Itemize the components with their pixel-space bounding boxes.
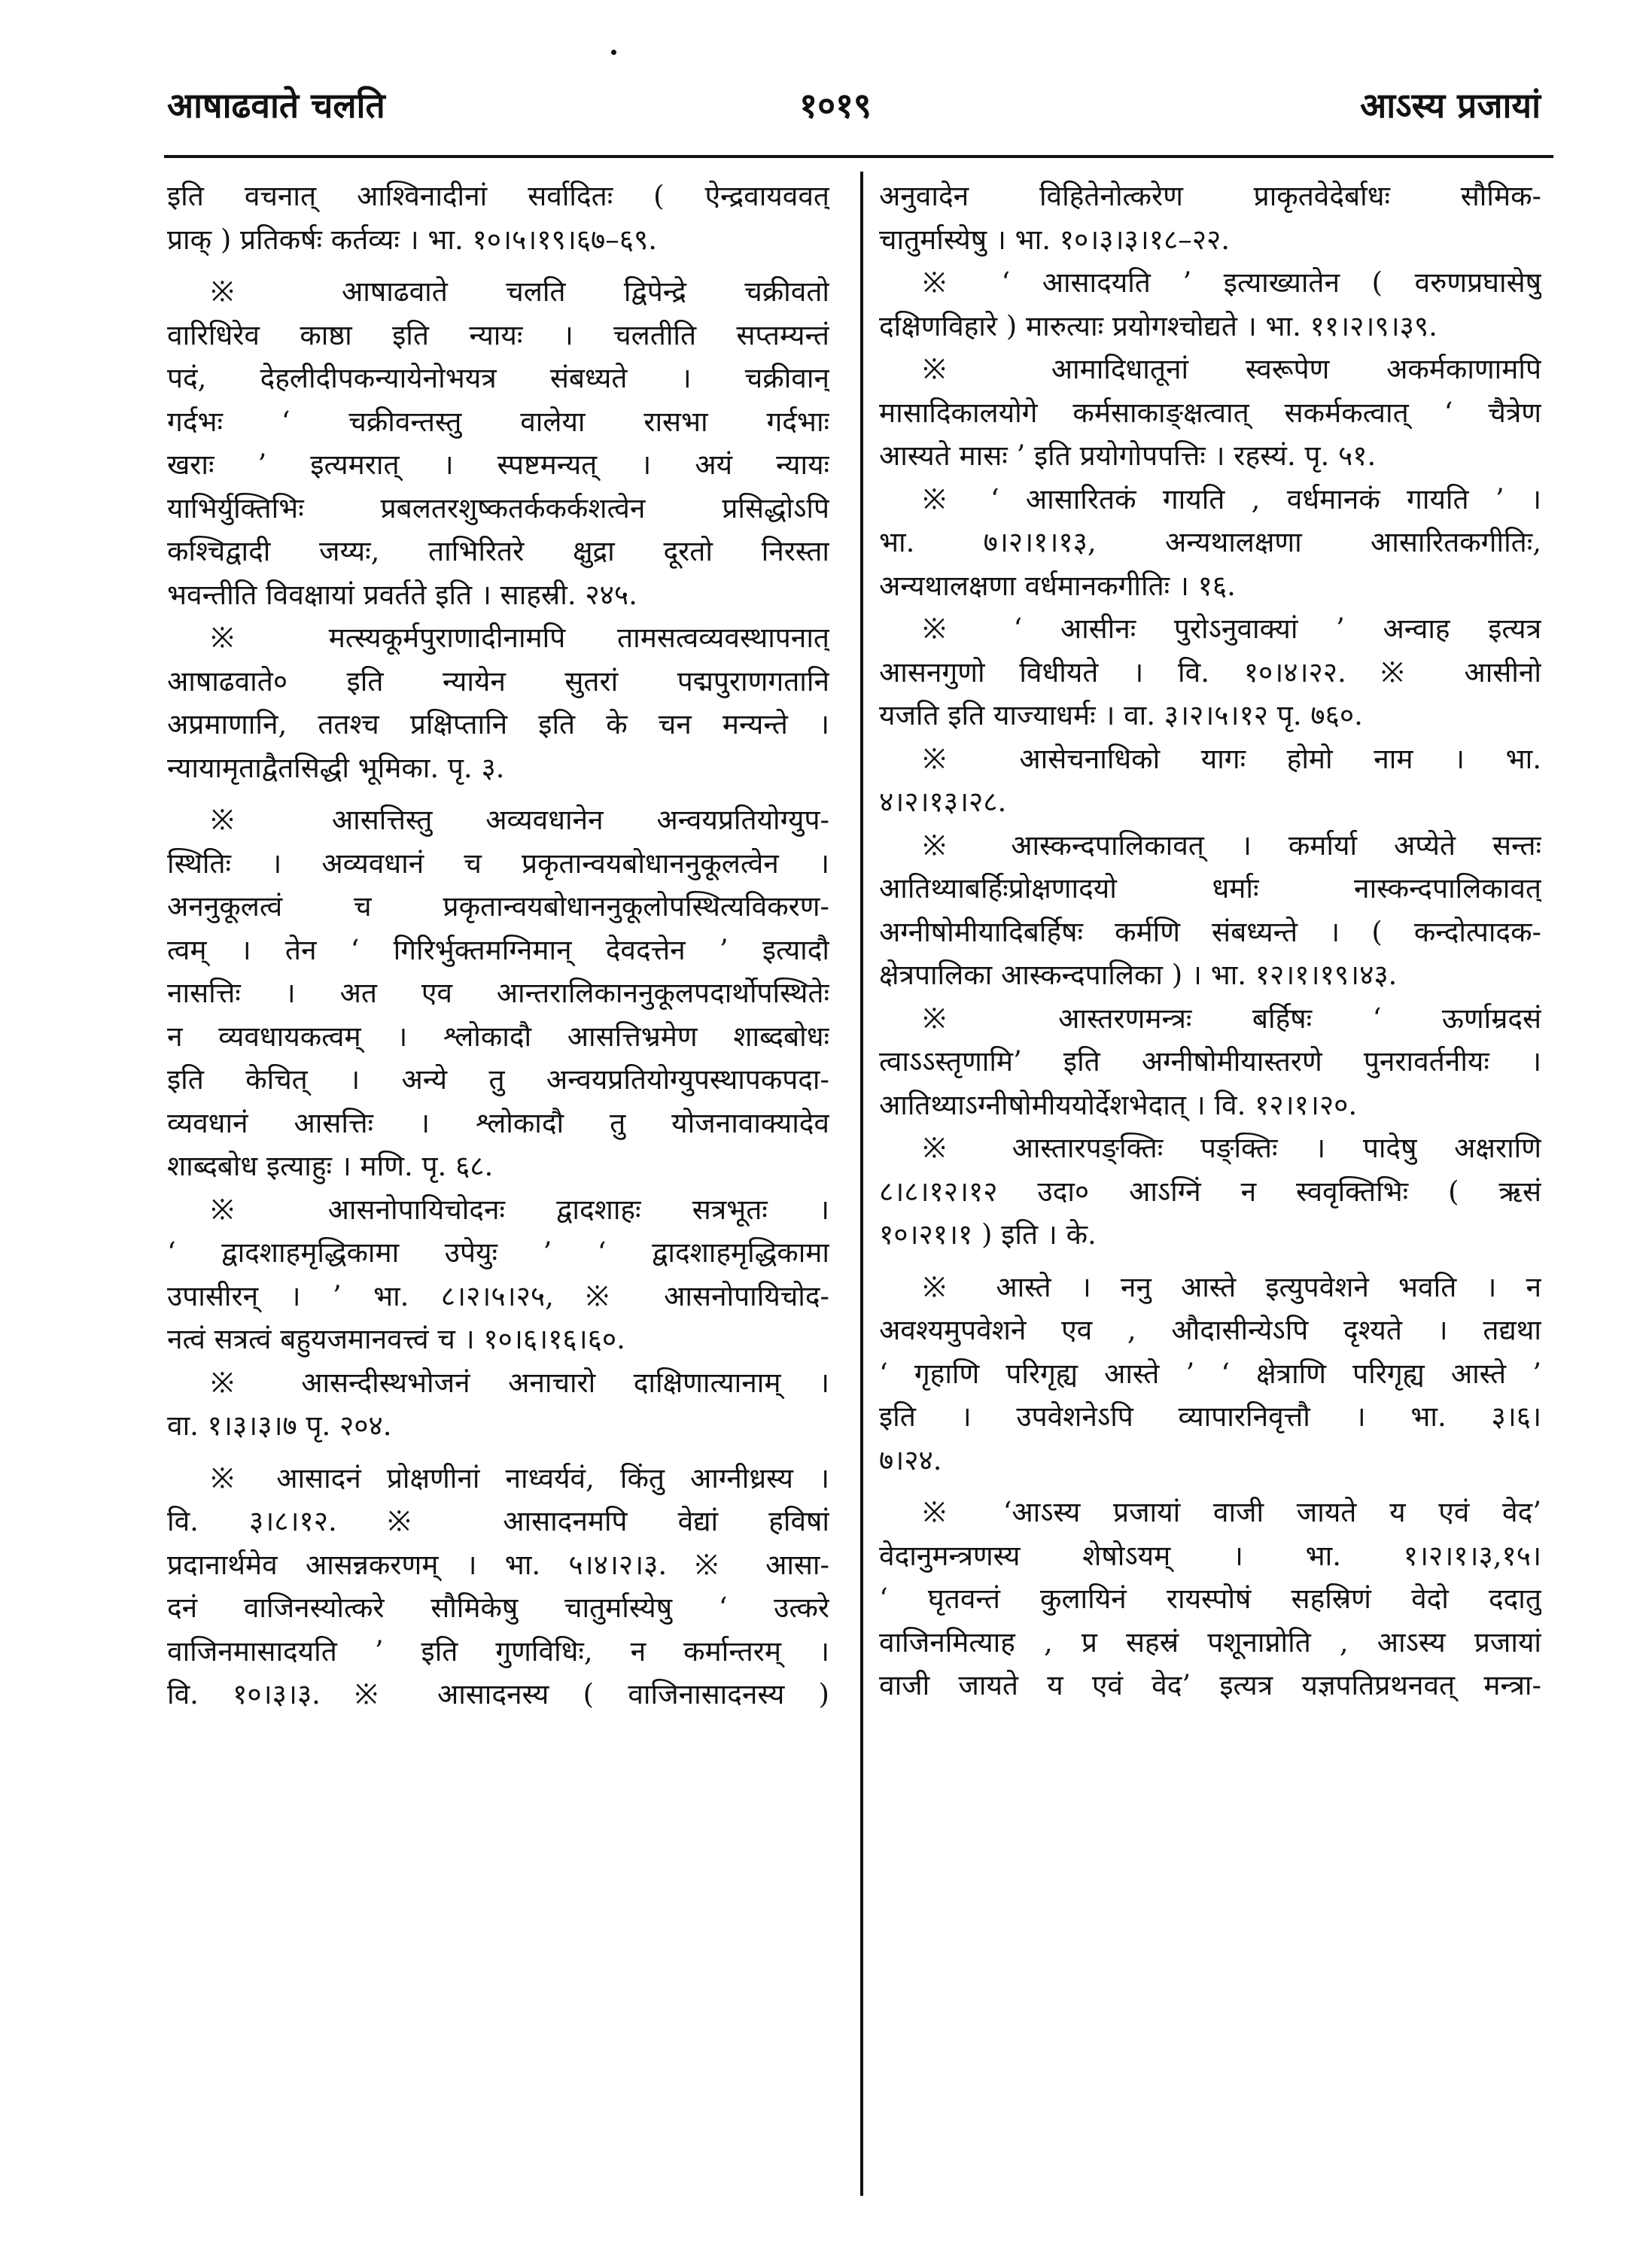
running-head-left: आषाढवाते चलति [167, 85, 385, 126]
right-column [879, 175, 1541, 1707]
text-line: ※ ‘आऽस्य प्रजायां वाजी जायते य एवं वेद’ [923, 1496, 1541, 1528]
text-line: ८।८।१२।१२ उदा० आऽग्निं न स्ववृक्तिभिः ( ऋसं [879, 1175, 1541, 1208]
text-line: प्रदानार्थमेव आसन्नकरणम् । भा. ५।४।२।३. ※ आसा- [167, 1548, 829, 1581]
text-line: भवन्तीति विवक्षायां प्रवर्तते इति । साहस्री. २४५. [167, 578, 637, 611]
column-divider [860, 172, 863, 2196]
text-line: भा. ७।२।१।१३, अन्यथालक्षणा आसारितकगीतिः, [879, 526, 1541, 558]
text-line: प्राक् ) प्रतिकर्षः कर्तव्यः । भा. १०।५।१९।६७–६९. [167, 223, 658, 256]
text-line: न व्यवधायकत्वम् । श्लोकादौ आसत्तिभ्रमेण शाब्दबोधः [167, 1020, 829, 1053]
text-line: ‘ गृहाणि परिगृह्य आस्ते ’ ‘ क्षेत्राणि परिगृह्य आस्ते ’ [879, 1357, 1541, 1390]
text-line: आस्यते मासः ’ इति प्रयोगोपपत्तिः । रहस्यं. पृ. ५१. [879, 439, 1377, 472]
text-line: ‘ द्वादशाहमृद्धिकामा उपेयुः ’ ‘ द्वादशाहमृद्धिकामा [167, 1236, 829, 1269]
text-line: इति वचनात् आश्विनादीनां सर्वादितः ( ऐन्द्रवायववत् [167, 180, 829, 212]
header-rule [164, 155, 1553, 158]
text-line: ※ ‘ आसारितकं गायति , वर्धमानकं गायति ’ । [923, 482, 1541, 515]
text-line: अग्नीषोमीयादिबर्हिषः कर्मणि संबध्यन्ते । ( कन्दोत्पादक- [879, 915, 1541, 948]
text-line: वा. १।३।३।७ पृ. २०४. [167, 1409, 392, 1442]
text-line: पदं, देहलीदीपकन्यायेनोभयत्र संबध्यते । चक्रीवान् [167, 362, 829, 394]
text-line: ※ आसादनं प्रोक्षणीनां नाध्वर्यवं, किंतु आग्नीध्रस्य । [211, 1461, 829, 1494]
text-line: कश्चिद्वादी जय्यः, ताभिरितरे क्षुद्रा दूरतो निरस्ता [167, 535, 829, 567]
text-line: इति केचित् । अन्ये तु अन्वयप्रतियोग्युपस्थापकपदा- [167, 1063, 829, 1096]
text-line: इति । उपवेशनेऽपि व्यापारनिवृत्तौ । भा. ३।६। [879, 1400, 1541, 1433]
text-line: न्यायामृताद्वैतसिद्धी भूमिका. पृ. ३. [167, 751, 505, 784]
text-line: अवश्यमुपवेशने एव , औदासीन्येऽपि दृश्यते । तद्यथा [879, 1314, 1541, 1346]
text-line: अननुकूलत्वं च प्रकृतान्वयबोधाननुकूलोपस्थित्यविकरण- [167, 890, 829, 923]
text-line: ※ आसनोपायिचोदनः द्वादशाहः सत्रभूतः । [211, 1193, 829, 1226]
left-column [167, 175, 829, 1716]
text-line: दक्षिणविहारे ) मारुत्याः प्रयोगश्चोद्यते । भा. ११।२।९।३९. [879, 309, 1438, 342]
text-line: ※ आमादिधातूनां स्वरूपेण अकर्मकाणामपि [923, 353, 1541, 385]
text-line: अन्यथालक्षणा वर्धमानकगीतिः । १६. [879, 569, 1236, 602]
text-line: वेदानुमन्त्रणस्य शेषोऽयम् । भा. १।२।१।३,१५। [879, 1539, 1541, 1572]
text-line: वारिधिरेव काष्ठा इति न्यायः । चलतीति सप्तम्यन्तं [167, 318, 829, 351]
text-line: अनुवादेन विहितेनोत्करेण प्राकृतवेदेर्बाधः सौमिक- [879, 180, 1541, 212]
text-line: यजति इति याज्याधर्मः । वा. ३।२।५।१२ पृ. ७६०. [879, 699, 1363, 731]
text-line: ※ आस्ते । ननु आस्ते इत्युपवेशने भवति । न [923, 1270, 1541, 1303]
text-line: ※ ‘ आसीनः पुरोऽनुवाक्यां ’ अन्वाह इत्यत्र [923, 613, 1541, 645]
text-line: क्षेत्रपालिका आस्कन्दपालिका ) । भा. १२।१।१९।४३. [879, 959, 1398, 991]
text-line: वाजिनमासादयति ’ इति गुणविधिः, न कर्मान्तरम् । [167, 1634, 829, 1668]
text-line: व्यवधानं आसत्तिः । श्लोकादौ तु योजनावाक्यादेव [167, 1106, 829, 1139]
text-line: ※ आस्तरणमन्त्रः बर्हिषः ‘ ऊर्णाम्रदसं [923, 1002, 1541, 1035]
text-line: नत्वं सत्रत्वं बहुयजमानवत्त्वं च । १०।६।१६।६०. [167, 1323, 625, 1355]
text-line: आतिथ्याबर्हिःप्रोक्षणादयो धर्माः नास्कन्दपालिकावत् [879, 872, 1541, 905]
text-line: आतिथ्याऽग्नीषोमीययोर्देशभेदात् । वि. १२।१।२०. [879, 1088, 1358, 1121]
text-line: ४।२।१३।२८. [879, 786, 1007, 818]
text-line: आसनगुणो विधीयते । वि. १०।४।२२. ※ आसीनो [879, 655, 1541, 689]
text-line: नासत्तिः । अत एव आन्तरालिकाननुकूलपदार्थोपस्थितेः [167, 977, 829, 1009]
text-line: त्वाऽऽस्तृणामि’ इति अग्नीषोमीयास्तरणे पुनरावर्तनीयः । [879, 1045, 1541, 1078]
text-line: गर्दभः ‘ चक्रीवन्तस्तु वालेया रासभा गर्दभाः [167, 405, 829, 438]
text-line: ※ आसन्दीस्थभोजनं अनाचारो दाक्षिणात्यानाम् । [211, 1366, 829, 1399]
text-line: उपासीरन् । ’ भा. ८।२।५।२५, ※ आसनोपायिचोद- [167, 1279, 829, 1312]
text-line: स्थितिः । अव्यवधानं च प्रकृतान्वयबोधाननुकूलत्वेन । [167, 847, 829, 880]
text-line: १०।२१।१ ) इति । के. [879, 1218, 1097, 1251]
text-line: दनं वाजिनस्योत्करे सौमिकेषु चातुर्मास्येषु ‘ उत्करे [167, 1592, 829, 1624]
text-line: शाब्दबोध इत्याहुः । मणि. पृ. ६८. [167, 1150, 494, 1182]
text-line: ※ आसत्तिस्तु अव्यवधानेन अन्वयप्रतियोग्युप- [211, 804, 829, 836]
text-line: खराः ’ इत्यमरात् । स्पष्टमन्यत् । अयं न्यायः [167, 448, 829, 481]
text-line: याभिर्युक्तिभिः प्रबलतरशुष्कतर्ककर्कशत्वेन प्रसिद्धोऽपि [167, 491, 829, 525]
text-line: ※ मत्स्यकूर्मपुराणादीनामपि तामसत्वव्यवस्थापनात् [211, 622, 829, 654]
text-line: अप्रमाणानि, ततश्च प्रक्षिप्तानि इति के चन मन्यन्ते । [167, 708, 829, 740]
text-line: चातुर्मास्येषु । भा. १०।३।३।१८–२२. [879, 223, 1231, 256]
text-line: ※ आस्तारपङ्क्तिः पङ्क्तिः । पादेषु अक्षराणि [923, 1132, 1541, 1164]
text-line: ‘ घृतवन्तं कुलायिनं रायस्पोषं सहस्रिणं वेदो ददातु [879, 1583, 1541, 1615]
text-line: ※ ‘ आसादयति ’ इत्याख्यातेन ( वरुणप्रघासेषु [923, 266, 1541, 299]
text-line: आषाढवाते० इति न्यायेन सुतरां पद्मपुराणगतानि [167, 664, 829, 698]
text-line: ※ आषाढवाते चलति द्विपेन्द्रे चक्रीवतो [211, 275, 829, 308]
text-line: वि. ३।८।१२. ※ आसादनमपि वेद्यां हविषां [167, 1505, 829, 1537]
speck-mark [611, 50, 616, 55]
text-line: वाजिनमित्याह , प्र सहस्रं पशूनाप्नोति , आऽस्य प्रजायां [879, 1625, 1541, 1659]
text-line: ७।२४. [879, 1443, 942, 1476]
text-line: ※ आसेचनाधिको यागः होमो नाम । भा. [923, 742, 1541, 775]
text-line: त्वम् । तेन ‘ गिरिर्भुक्तमग्निमान् देवदत्तेन ’ इत्यादौ [167, 933, 829, 966]
text-line: वि. १०।३।३. ※ आसादनस्य ( वाजिनासादनस्य ) [167, 1678, 829, 1710]
running-head-right: आऽस्य प्रजायां [1360, 85, 1541, 126]
text-line: ※ आस्कन्दपालिकावत् । कर्मार्या अप्येते सन्तः [923, 829, 1541, 862]
text-line: मासादिकालयोगे कर्मसाकाङ्क्षत्वात् सकर्मकत्वात् ‘ चैत्रेण [879, 396, 1541, 429]
text-line: वाजी जायते य एवं वेद’ इत्यत्र यज्ञपतिप्रथनवत् मन्त्रा- [879, 1669, 1541, 1701]
page-number: १०१९ [799, 85, 872, 126]
